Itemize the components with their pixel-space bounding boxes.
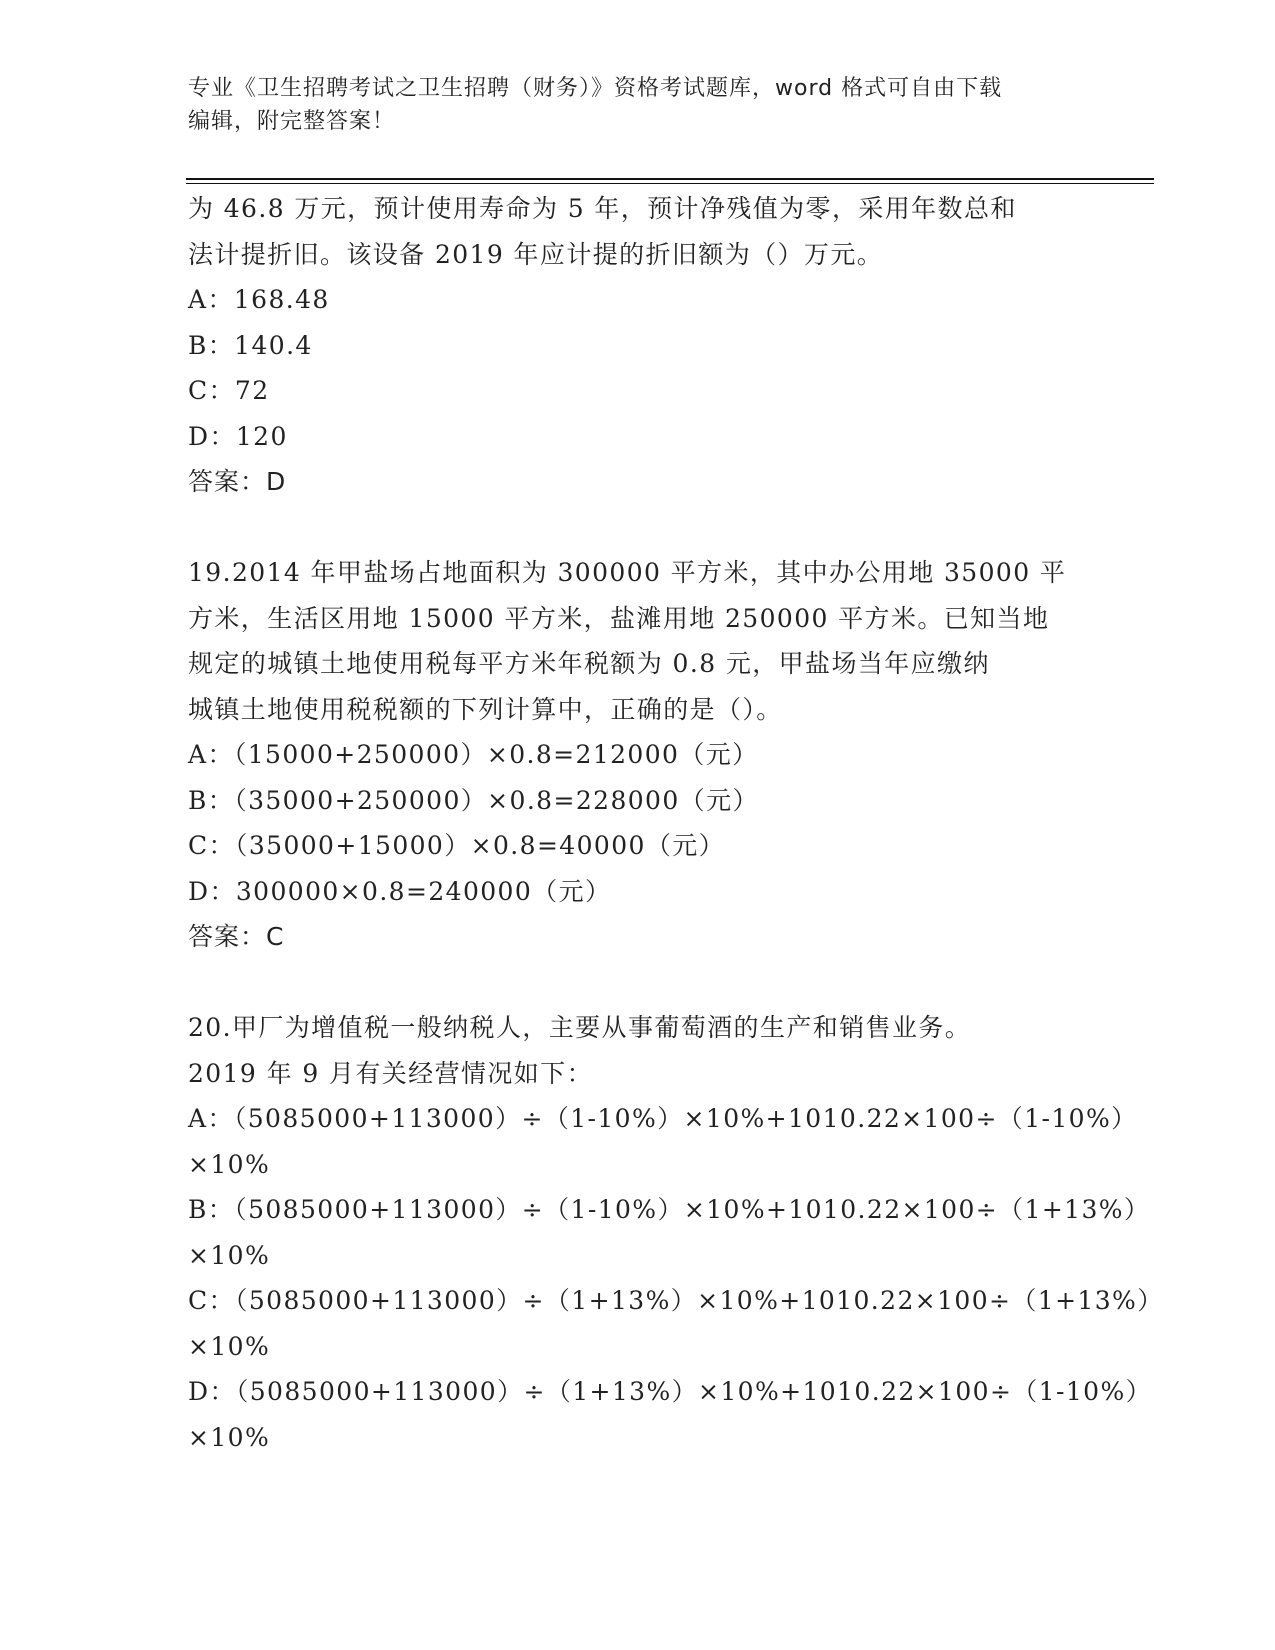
question-19: [188, 550, 1088, 960]
question-stem-line: 为 46.8 万元，预计使用寿命为 5 年，预计净残值为零，采用年数总和: [188, 194, 1017, 223]
document-header: [188, 72, 1088, 138]
question-stem-line: 方米，生活区用地 15000 平方米，盐滩用地 250000 平方米。已知当地: [188, 603, 1050, 633]
question-stem-line: 城镇土地使用税税额的下列计算中，正确的是（）。: [188, 694, 783, 724]
header-rule-thin: [186, 183, 1154, 184]
option-a: A：168.48: [188, 285, 330, 314]
document-body: [188, 186, 1164, 1460]
header-line-2: 编辑，附完整答案！: [188, 109, 396, 134]
spacer: [188, 505, 1088, 551]
option-d: D：300000×0.8=240000（元）: [188, 876, 612, 906]
question-stem-line: 规定的城镇土地使用税每平方米年税额为 0.8 元，甲盐场当年应缴纳: [188, 649, 990, 678]
option-c: C：72: [188, 376, 270, 405]
question-20: [188, 1005, 1164, 1460]
option-c: C：（5085000+113000）÷（1+13%）×10%+1010.22×100÷（1+13%）: [188, 1286, 1164, 1315]
option-a-continuation: ×10%: [188, 1149, 271, 1179]
spacer: [188, 960, 1088, 1006]
answer-label: 答案：D: [188, 467, 287, 496]
question-stem-line: 19.2014 年甲盐场占地面积为 300000 平方米，其中办公用地 35000 平: [188, 558, 1067, 587]
question-stem-line: 2019 年 9 月有关经营情况如下：: [188, 1058, 593, 1088]
option-b: B：（5085000+113000）÷（1-10%）×10%+1010.22×100÷（1+13%）: [188, 1195, 1151, 1224]
question-stem-line: 20.甲厂为增值税一般纳税人，主要从事葡萄酒的生产和销售业务。: [188, 1013, 972, 1042]
option-b: B：140.4: [188, 330, 313, 360]
header-rule-thick: [186, 178, 1154, 180]
question-stem-line: 法计提折旧。该设备 2019 年应计提的折旧额为（）万元。: [188, 239, 884, 269]
option-a: A：（15000+250000）×0.8=212000（元）: [188, 740, 759, 769]
option-d: D：120: [188, 421, 288, 451]
header-line-1: 专业《卫生招聘考试之卫生招聘（财务）》资格考试题库，word 格式可自由下载: [188, 76, 1003, 101]
option-c-continuation: ×10%: [188, 1331, 271, 1361]
option-d: D：（5085000+113000）÷（1+13%）×10%+1010.22×100÷（1-10%）: [188, 1377, 1153, 1406]
option-b-continuation: ×10%: [188, 1240, 271, 1270]
answer-label: 答案：C: [188, 922, 285, 951]
option-c: C：（35000+15000）×0.8=40000（元）: [188, 831, 726, 860]
option-d-continuation: ×10%: [188, 1422, 271, 1452]
option-a: A：（5085000+113000）÷（1-10%）×10%+1010.22×100÷（1-10%）: [188, 1104, 1138, 1133]
option-b: B：（35000+250000）×0.8=228000（元）: [188, 785, 759, 815]
question-18: [188, 186, 1088, 505]
